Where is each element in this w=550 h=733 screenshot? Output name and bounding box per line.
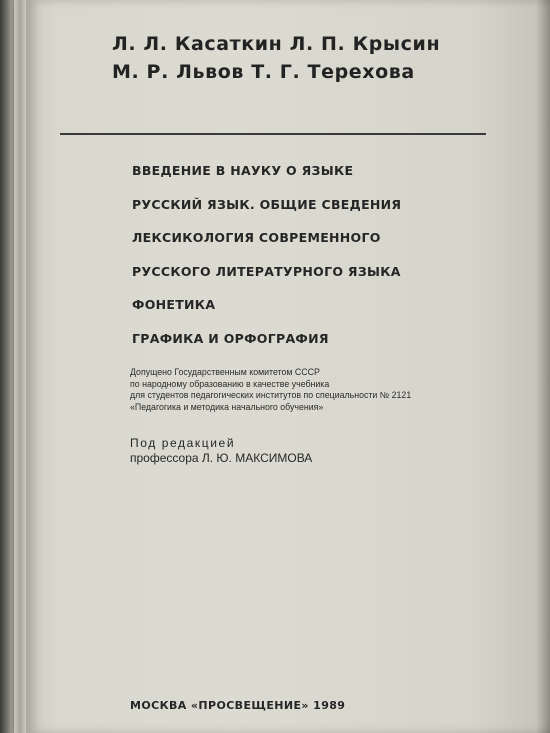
title-page xyxy=(26,0,550,733)
publisher-imprint: МОСКВА «ПРОСВЕЩЕНИЕ» 1989 xyxy=(130,699,346,712)
divider-rule xyxy=(60,133,486,135)
subject-list xyxy=(132,160,512,361)
author-block xyxy=(112,30,532,86)
subject-line: ВВЕДЕНИЕ В НАУКУ О ЯЗЫКЕ xyxy=(132,163,354,178)
approval-line: по народному образованию в качестве учебника xyxy=(130,378,330,389)
author-line-2: М. Р. Львов Т. Г. Терехова xyxy=(112,61,415,83)
subject-line: ГРАФИКА И ОРФОГРАФИЯ xyxy=(132,330,329,346)
editor-block xyxy=(130,436,490,466)
subject-line: ЛЕКСИКОЛОГИЯ СОВРЕМЕННОГО xyxy=(132,230,381,245)
approval-line: для студентов педагогических институтов по специальности № 2121 xyxy=(130,390,412,400)
author-line-1: Л. Л. Касаткин Л. П. Крысин xyxy=(112,33,441,55)
approval-notice xyxy=(130,367,530,413)
subject-line: РУССКОГО ЛИТЕРАТУРНОГО ЯЗЫКА xyxy=(132,263,401,279)
editor-name: профессора Л. Ю. МАКСИМОВА xyxy=(130,451,313,465)
subject-line: ФОНЕТИКА xyxy=(132,297,216,312)
approval-line: Допущено Государственным комитетом СССР xyxy=(130,367,320,377)
approval-line: «Педагогика и методика начального обучения» xyxy=(130,401,324,412)
subject-line: РУССКИЙ ЯЗЫК. ОБЩИЕ СВЕДЕНИЯ xyxy=(132,196,402,212)
editor-label: Под редакцией xyxy=(130,436,236,450)
